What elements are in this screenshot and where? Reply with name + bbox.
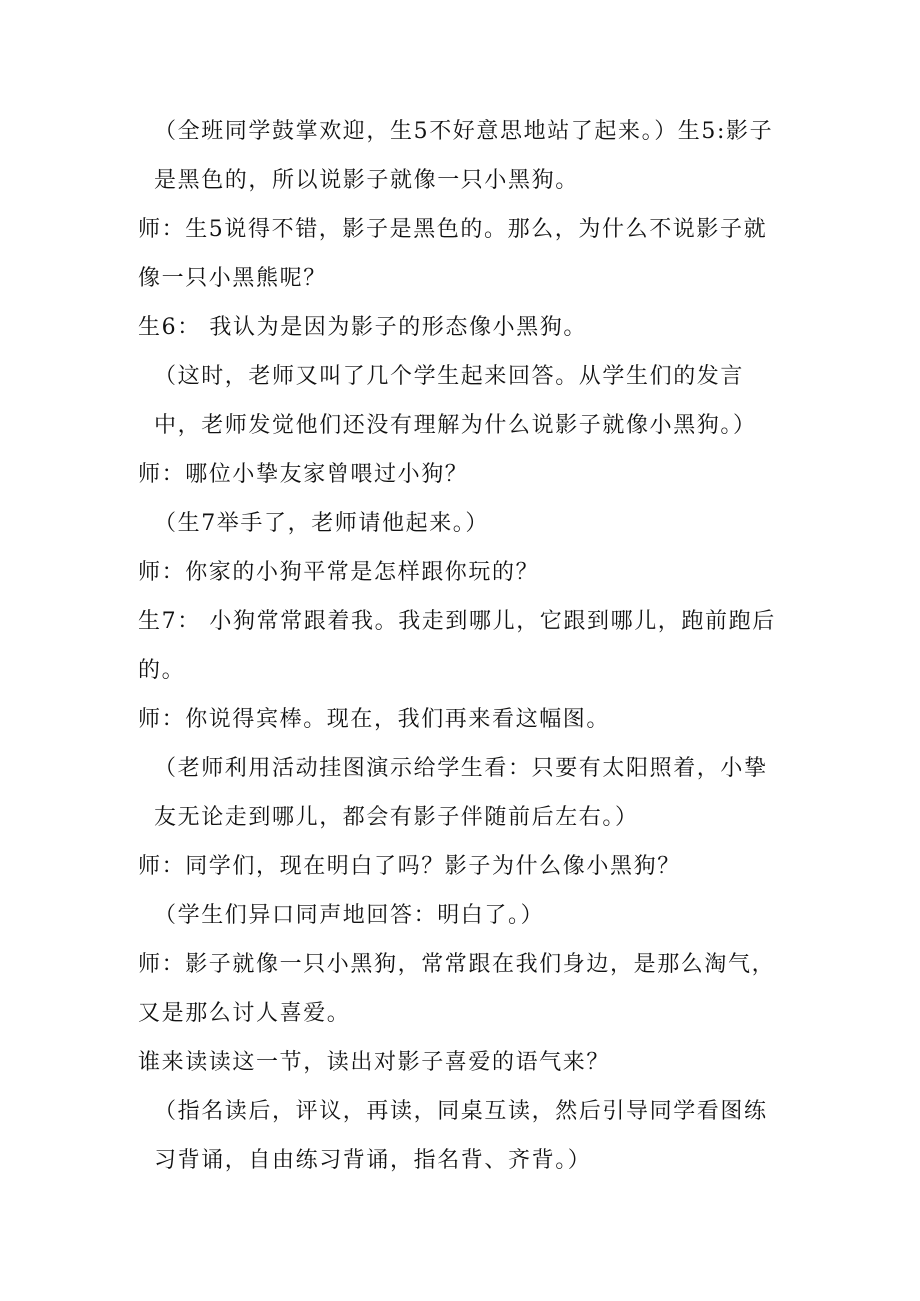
paragraph-8: 生7： 小狗常常跟着我。我走到哪儿，它跟到哪儿，跑前跑后的。 (138, 609, 776, 683)
paragraph-11: 师：同学们，现在明白了吗？影子为什么像小黑狗？ (138, 854, 681, 879)
paragraph-7: 师：你家的小狗平常是怎样跟你玩的？ (138, 560, 540, 585)
paragraph-9: 师：你说得宾棒。现在，我们再来看这幅图。 (138, 707, 611, 732)
paragraph-4: （这时，老师又叫了几个学生起来回答。从学生们的发言中，老师发觉他们还没有理解为什么说影子就像小黑狗。） (154, 364, 757, 438)
paragraph-12: （学生们异口同声地回答：明白了。） (154, 903, 545, 928)
paragraph-6: （生7举手了，老师请他起来。） (154, 511, 489, 536)
document-body (138, 107, 788, 1185)
paragraph-1: （全班同学鼓掌欢迎，生5不好意思地站了起来。）生5:影子是黑色的，所以说影子就像一只小黑狗。 (154, 119, 774, 193)
paragraph-3: 生6： 我认为是因为影子的形态像小黑狗。 (138, 315, 587, 340)
paragraph-13: 师：影子就像一只小黑狗，常常跟在我们身边，是那么淘气，又是那么讨人喜爱。 (138, 952, 776, 1026)
paragraph-15: （指名读后，评议，再读，同桌互读，然后引导同学看图练习背诵，自由练习背诵，指名背、齐背。） (154, 1099, 768, 1173)
paragraph-14: 谁来读读这一节，读出对影子喜爱的语气来？ (138, 1050, 611, 1075)
paragraph-10: （老师利用活动挂图演示给学生看：只要有太阳照着，小挚友无论走到哪儿，都会有影子伴随前后左右。） (154, 756, 768, 830)
paragraph-2: 师：生5说得不错，影子是黑色的。那么，为什么不说影子就像一只小黑熊呢？ (138, 217, 768, 291)
paragraph-5: 师：哪位小挚友家曾喂过小狗？ (138, 462, 469, 487)
